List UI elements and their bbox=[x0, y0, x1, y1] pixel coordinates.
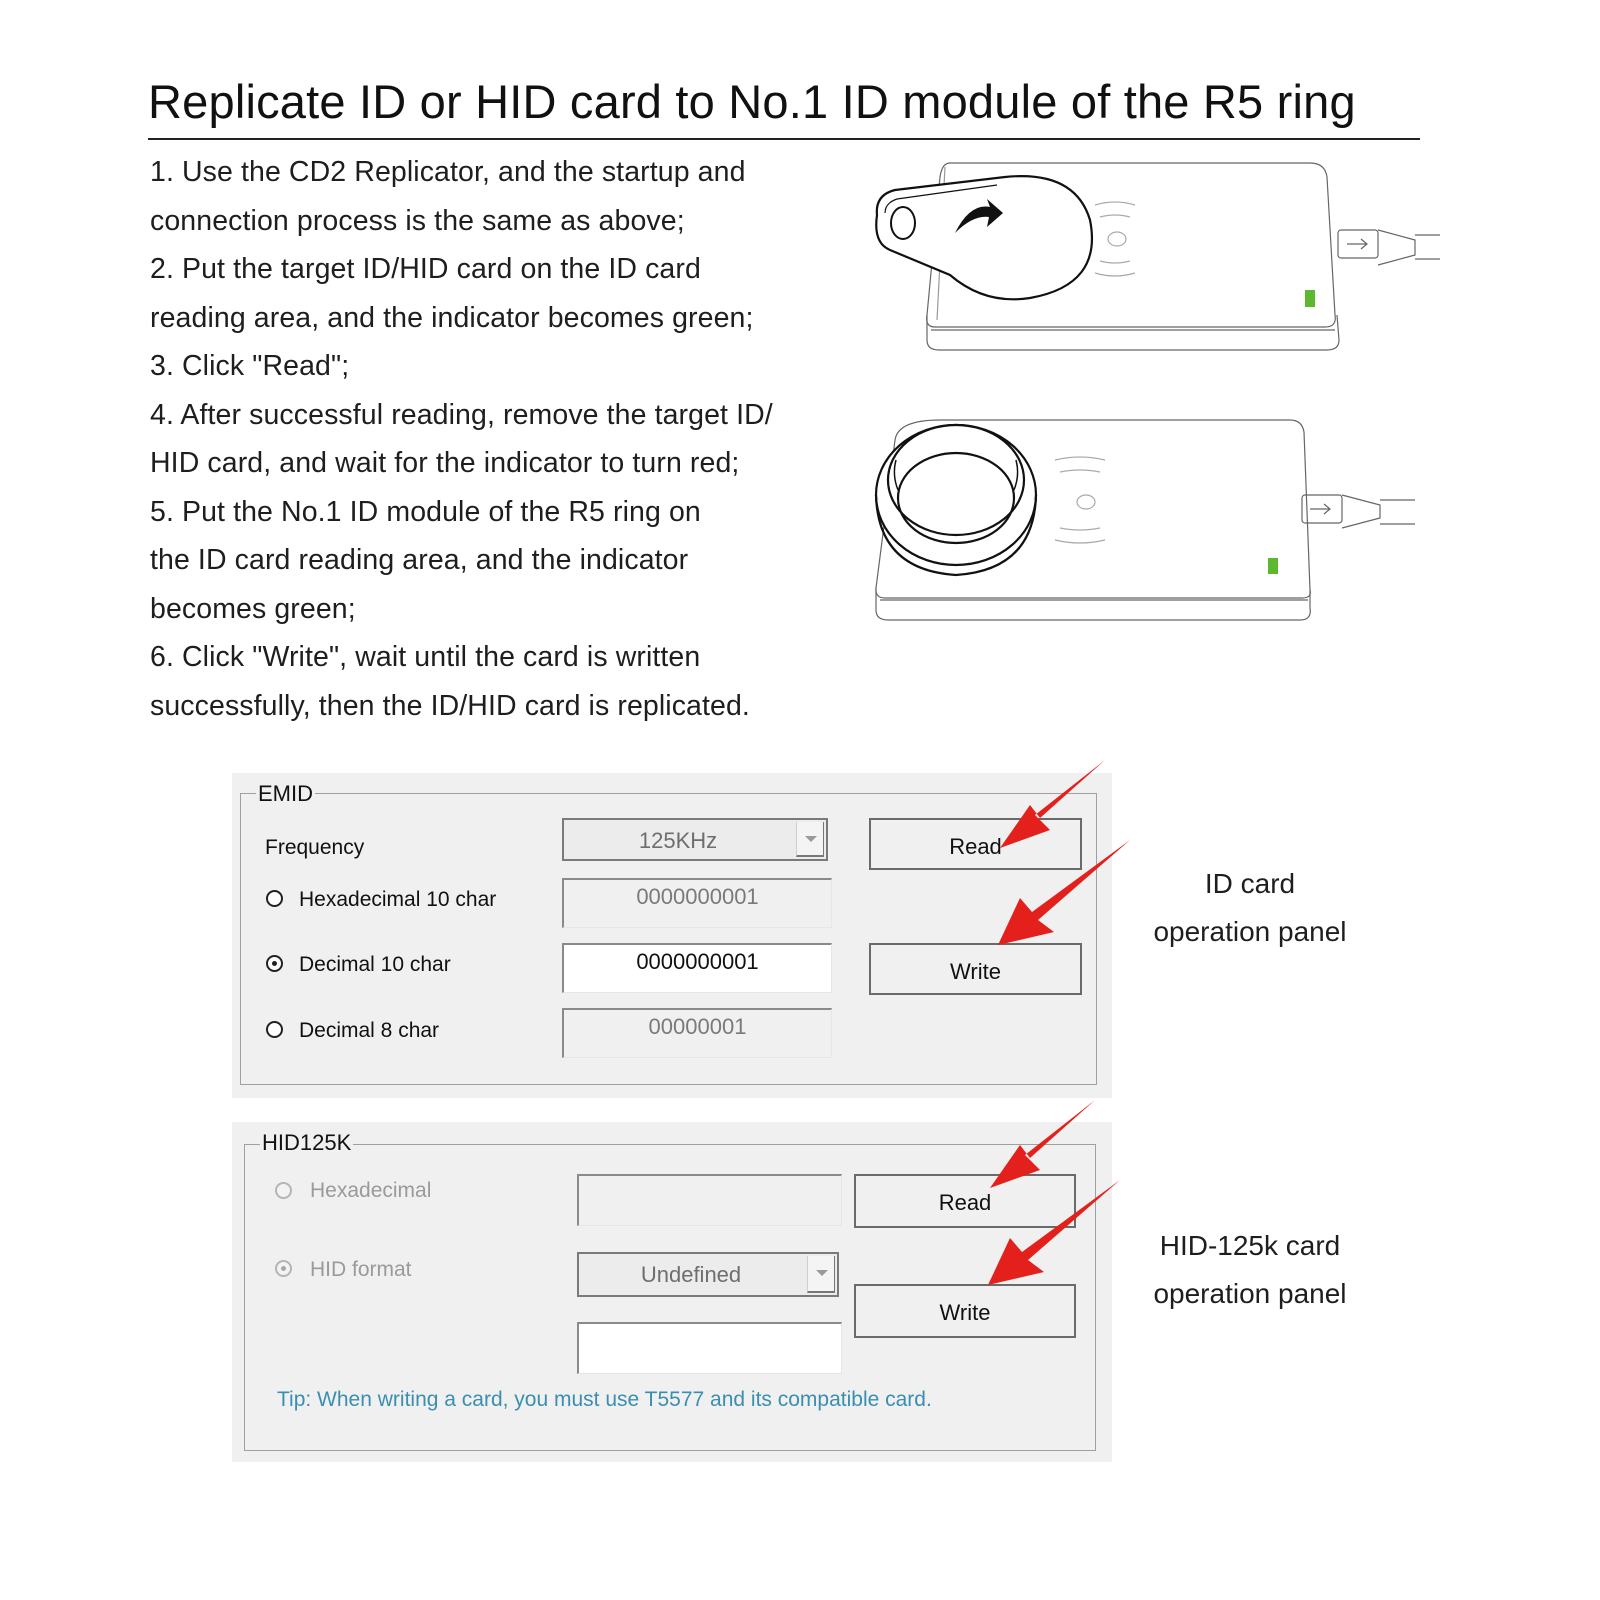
emid-panel bbox=[232, 773, 1112, 1098]
red-arrow-icon bbox=[990, 840, 1140, 960]
step-line: successfully, then the ID/HID card is replicated. bbox=[150, 689, 750, 722]
page-title: Replicate ID or HID card to No.1 ID module of the R5 ring bbox=[148, 75, 1356, 128]
hid-format-radio[interactable] bbox=[275, 1260, 292, 1277]
chevron-down-icon[interactable] bbox=[796, 822, 824, 857]
hexadecimal-10-label: Hexadecimal 10 char bbox=[299, 888, 497, 911]
frequency-select-value: 125KHz bbox=[638, 828, 718, 853]
keyfob-reader-illustration bbox=[855, 155, 1440, 365]
emid-write-button[interactable]: Write bbox=[869, 943, 1082, 995]
frequency-select[interactable] bbox=[562, 818, 828, 861]
hid-format-select-value: Undefined bbox=[640, 1262, 742, 1287]
step-line: HID card, and wait for the indicator to turn red; bbox=[150, 447, 740, 479]
step-line: reading area, and the indicator becomes green; bbox=[150, 301, 754, 334]
hid-value-field[interactable] bbox=[577, 1322, 842, 1374]
id-card-panel-caption: ID card operation panel bbox=[1153, 868, 1347, 947]
indicator-light bbox=[1268, 558, 1278, 574]
hid-format-select[interactable] bbox=[577, 1252, 839, 1297]
hid-card-panel-caption: HID-125k card operation panel bbox=[1153, 1230, 1347, 1309]
step-line: 3. Click "Read"; bbox=[150, 350, 350, 382]
decimal-10-label: Decimal 10 char bbox=[299, 953, 451, 976]
step-line: 2. Put the target ID/HID card on the ID card bbox=[150, 253, 701, 285]
hid-format-label: HID format bbox=[310, 1258, 412, 1281]
decimal-8-radio[interactable] bbox=[266, 1021, 283, 1038]
decimal-8-field[interactable]: 00000001 bbox=[562, 1008, 832, 1058]
step-line: connection process is the same as above; bbox=[150, 204, 685, 237]
emid-group-label: EMID bbox=[258, 781, 313, 806]
decimal-8-label: Decimal 8 char bbox=[299, 1019, 440, 1042]
step-line: 5. Put the No.1 ID module of the R5 ring on bbox=[150, 495, 701, 528]
step-line: the ID card reading area, and the indicator bbox=[150, 544, 689, 576]
hid-hexadecimal-field[interactable] bbox=[577, 1174, 842, 1226]
hid-hexadecimal-label: Hexadecimal bbox=[310, 1179, 432, 1202]
frequency-label: Frequency bbox=[265, 836, 365, 859]
red-arrow-icon bbox=[980, 1180, 1130, 1300]
hexadecimal-10-field[interactable]: 0000000001 bbox=[562, 878, 832, 928]
decimal-10-field[interactable]: 0000000001 bbox=[562, 943, 832, 993]
write-tip: Tip: When writing a card, you must use T5577 and its compatible card. bbox=[277, 1388, 932, 1411]
emid-read-button[interactable]: Read bbox=[869, 818, 1082, 870]
hid-hexadecimal-radio[interactable] bbox=[275, 1182, 292, 1199]
hexadecimal-10-radio[interactable] bbox=[266, 890, 283, 907]
ring-reader-illustration bbox=[870, 400, 1430, 630]
step-line: 6. Click "Write", wait until the card is written bbox=[150, 641, 701, 673]
decimal-10-radio[interactable] bbox=[266, 955, 283, 972]
hid-write-button[interactable]: Write bbox=[854, 1284, 1076, 1338]
chevron-down-icon[interactable] bbox=[807, 1256, 835, 1293]
hid125k-group-label: HID125K bbox=[262, 1130, 352, 1155]
title-underline bbox=[148, 138, 1420, 140]
indicator-light bbox=[1305, 290, 1315, 307]
step-line: becomes green; bbox=[150, 592, 356, 625]
step-line: 1. Use the CD2 Replicator, and the startup and bbox=[150, 156, 746, 188]
step-line: 4. After successful reading, remove the target ID/ bbox=[150, 398, 773, 431]
hid-read-button[interactable]: Read bbox=[854, 1174, 1076, 1228]
instruction-steps bbox=[150, 148, 850, 730]
